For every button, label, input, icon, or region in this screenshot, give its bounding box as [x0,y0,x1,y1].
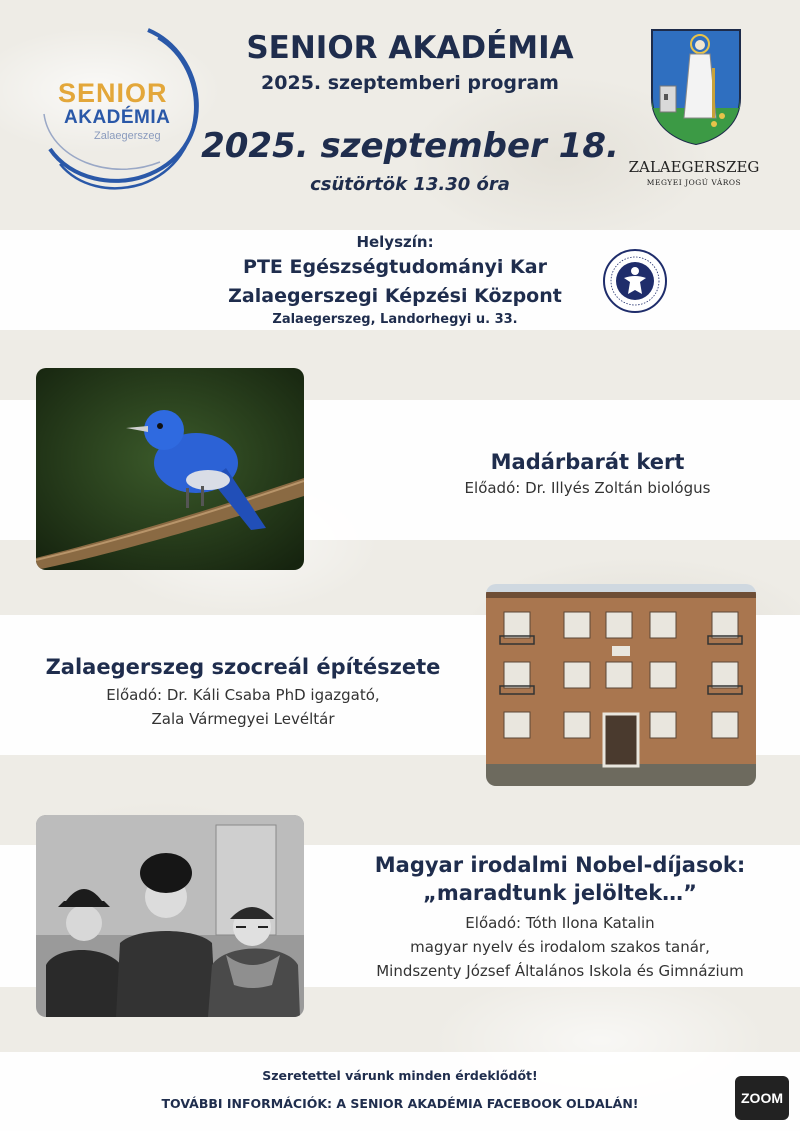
venue-label: Helyszín: [356,233,434,251]
logo-line-senior: SENIOR [58,78,168,108]
crest-city-subtitle: MEGYEI JOGÚ VÁROS [646,178,742,187]
writers-photo [36,815,304,1017]
event-date: 2025. szeptember 18. [201,126,619,166]
logo-line-akademia: AKADÉMIA [64,107,171,128]
talk3-speaker-line-2: magyar nyelv és irodalom szakos tanár, [410,938,710,956]
talk2-speaker-line-1: Előadó: Dr. Káli Csaba PhD igazgató, [106,686,380,704]
building-photo [486,584,756,786]
coat-of-arms-icon [650,28,742,146]
zoom-badge [735,1076,789,1120]
talk1-speaker: Előadó: Dr. Illyés Zoltán biológus [464,479,711,497]
pte-faculty-logo [602,248,668,314]
event-time: csütörtök 13.30 óra [310,174,510,195]
talk3-title-line-2: „maradtunk jelöltek…” [423,881,697,905]
talk2-speaker-line-2: Zala Vármegyei Levéltár [151,710,335,728]
footer-welcome: Szeretettel várunk minden érdeklődőt! [262,1068,538,1083]
venue-line-2: Zalaegerszegi Képzési Központ [228,285,562,307]
footer-band [0,1052,800,1131]
city-crest [650,28,742,146]
page-subtitle: 2025. szeptemberi program [261,72,559,94]
talk3-speaker-line-1: Előadó: Tóth Ilona Katalin [465,914,655,932]
pte-seal-icon [602,248,668,314]
footer-info: TOVÁBBI INFORMÁCIÓK: A SENIOR AKADÉMIA FACEBOOK OLDALÁN! [161,1096,639,1111]
zoom-badge-label: ZOOM [741,1090,783,1106]
page-title: SENIOR AKADÉMIA [246,30,574,66]
talk3-title-line-1: Magyar irodalmi Nobel-díjasok: [374,853,746,877]
crest-city-name: ZALAEGERSZEG [628,158,760,176]
senior-akademia-logo [30,24,210,194]
talk3-speaker-line-3: Mindszenty József Általános Iskola és Gimnázium [376,962,744,980]
venue-line-1: PTE Egészségtudományi Kar [243,256,547,278]
talk2-title: Zalaegerszeg szocreál építészete [45,655,441,679]
bird-photo [36,368,304,570]
logo-line-city: Zalaegerszeg [94,130,161,142]
venue-address: Zalaegerszeg, Landorhegyi u. 33. [272,312,518,327]
talk1-title: Madárbarát kert [490,450,685,474]
